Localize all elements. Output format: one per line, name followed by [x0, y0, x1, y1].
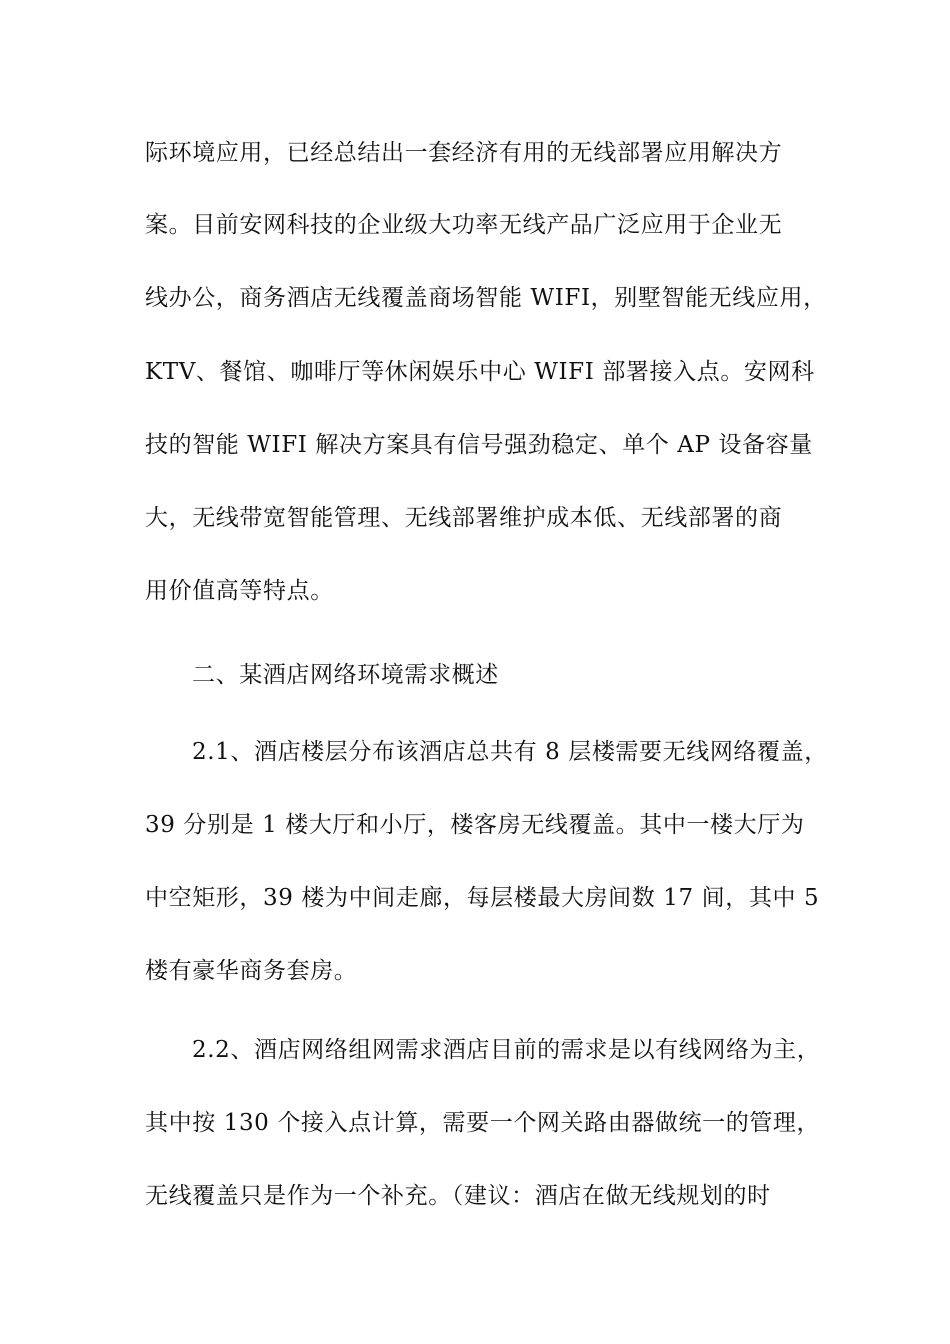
- paragraph-line: 大，无线带宽智能管理、无线部署维护成本低、无线部署的商: [145, 505, 783, 531]
- paragraph-line: 楼有豪华商务套房。: [145, 958, 358, 984]
- paragraph-line: 2.2、酒店网络组网需求酒店目前的需求是以有线网络为主，: [192, 1037, 821, 1063]
- paragraph-line: 其中按 130 个接入点计算，需要一个网关路由器做统一的管理，: [145, 1110, 821, 1136]
- paragraph-line: 用价值高等特点。: [145, 578, 334, 604]
- paragraph-line: 中空矩形，39 楼为中间走廊，每层楼最大房间数 17 间，其中 5: [145, 885, 820, 911]
- paragraph-line: 线办公，商务酒店无线覆盖商场智能 WIFI，别墅智能无线应用，: [145, 285, 827, 311]
- paragraph-line: 际环境应用，已经总结出一套经济有用的无线部署应用解决方: [145, 140, 783, 166]
- section-heading: 二、某酒店网络环境需求概述: [192, 662, 499, 688]
- paragraph-line: 39 分别是 1 楼大厅和小厅，楼客房无线覆盖。其中一楼大厅为: [145, 812, 805, 838]
- paragraph-line: 2.1、酒店楼层分布该酒店总共有 8 层楼需要无线网络覆盖，: [192, 739, 828, 765]
- paragraph-line: 技的智能 WIFI 解决方案具有信号强劲稳定、单个 AP 设备容量: [145, 432, 813, 458]
- paragraph-line: KTV、餐馆、咖啡厅等休闲娱乐中心 WIFI 部署接入点。安网科: [145, 359, 815, 385]
- paragraph-line: 无线覆盖只是作为一个补充。（建议：酒店在做无线规划的时: [145, 1183, 771, 1209]
- paragraph-line: 案。目前安网科技的企业级大功率无线产品广泛应用于企业无: [145, 212, 783, 238]
